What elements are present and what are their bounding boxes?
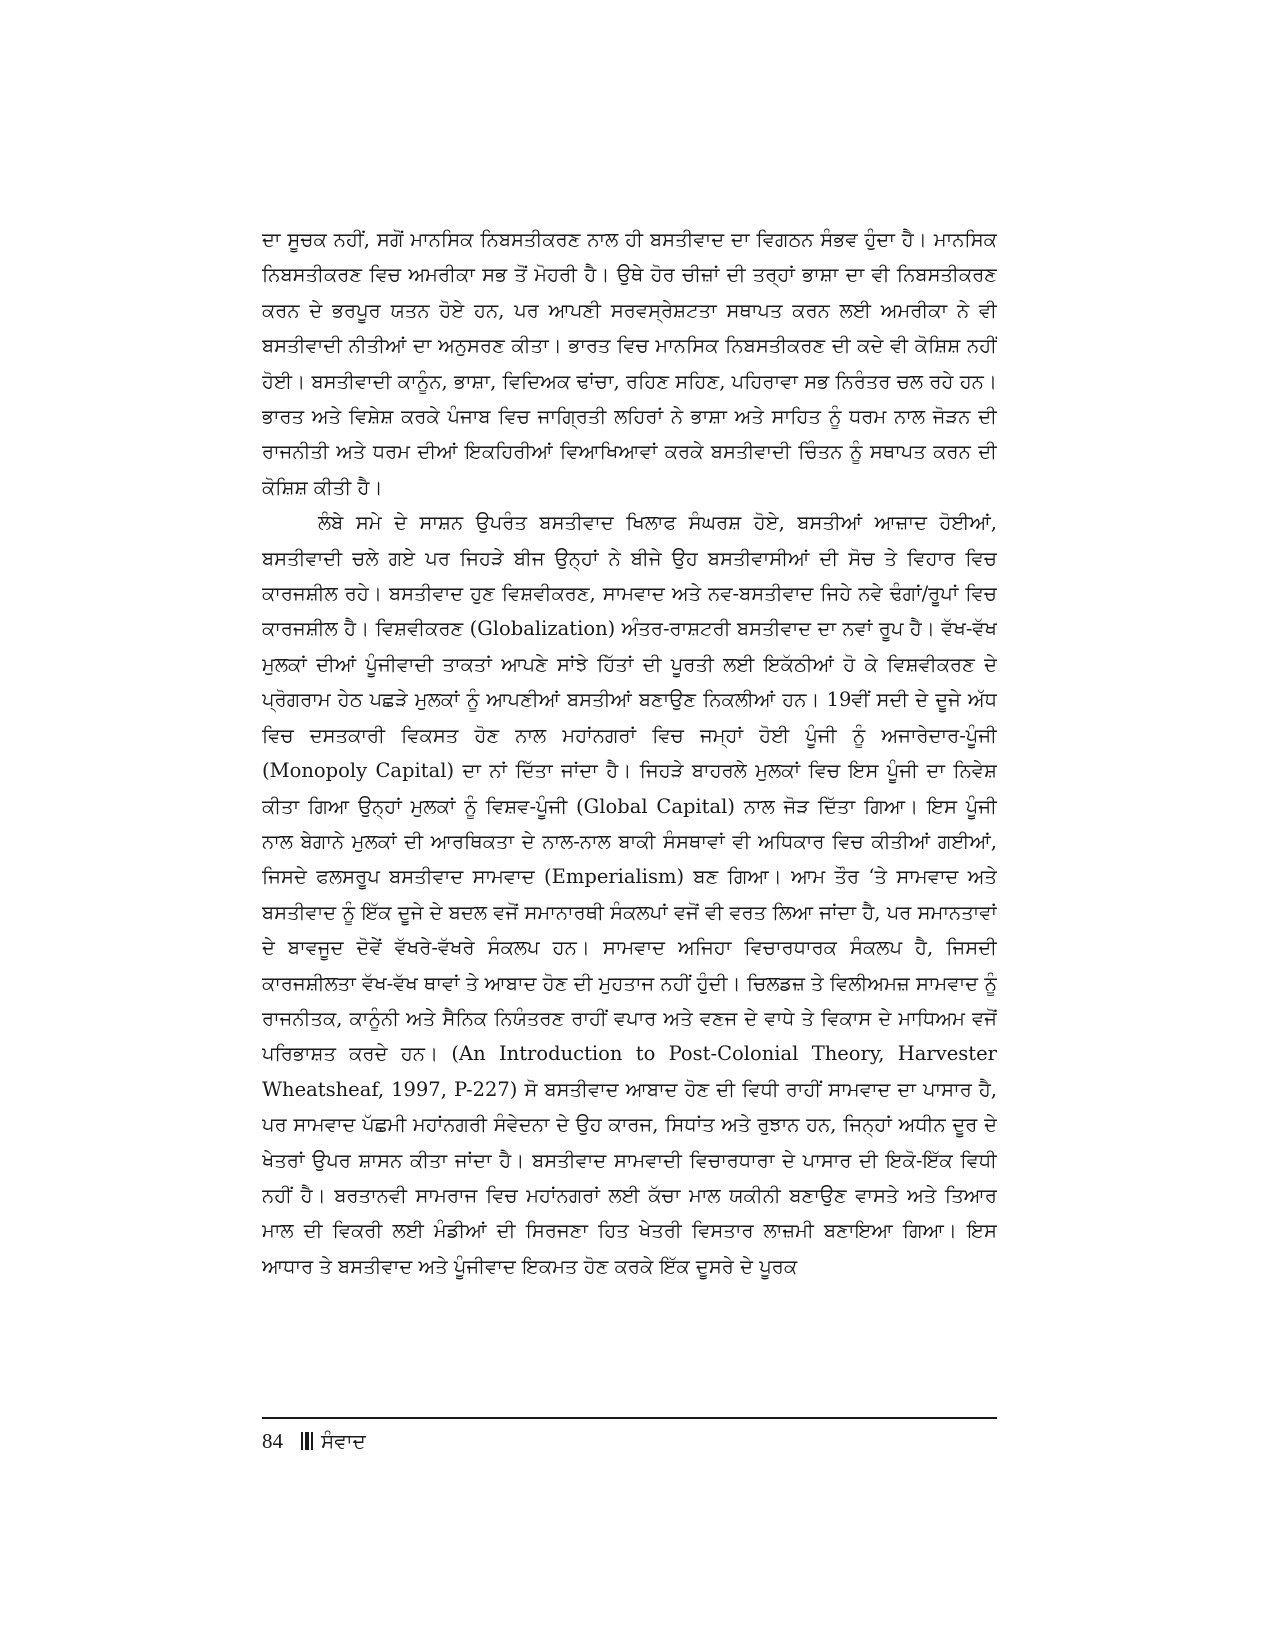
three-bars-icon xyxy=(301,1432,313,1450)
page-number: 84 xyxy=(262,1428,283,1453)
journal-name: ਸੰਵਾਦ xyxy=(321,1429,366,1453)
paragraph-main: ਲੰਬੇ ਸਮੇ ਦੇ ਸਾਸ਼ਨ ਉਪਰੰਤ ਬਸਤੀਵਾਦ ਖਿਲਾਫ ਸੰਘਰਸ਼ ਹੋਏ, ਬਸਤੀਆਂ ਆਜ਼ਾਦ ਹੋਈਆਂ, ਬਸਤੀਵਾਦੀ ਚਲੇ ਗਏ ਪਰ ਜਿਹੜੇ ਬੀਜ ਉਨ੍ਹਾਂ ਨੇ ਬੀਜੇ ਉਹ ਬਸਤੀਵਾਸੀਆਂ ਦੀ ਸੋਚ ਤੇ ਵਿਹਾਰ ਵਿਚ ਕਾਰਜਸ਼ੀਲ ਰਹੇ। ਬਸਤੀਵਾਦ ਹੁਣ ਵਿਸ਼ਵੀਕਰਣ, ਸਾਮਵਾਦ ਅਤੇ ਨਵ-ਬਸਤੀਵਾਦ ਜਿਹੇ ਨਵੇ ਢੰਗਾਂ/ਰੂਪਾਂ ਵਿਚ ਕਾਰਜਸ਼ੀਲ ਹੈ। ਵਿਸ਼ਵੀਕਰਣ (Globalization) ਅੰਤਰ-ਰਾਸ਼ਟਰੀ ਬਸਤੀਵਾਦ ਦਾ ਨਵਾਂ ਰੂਪ ਹੈ। ਵੱਖ-ਵੱਖ ਮੁਲਕਾਂ ਦੀਆਂ ਪੂੰਜੀਵਾਦੀ ਤਾਕਤਾਂ ਆਪਣੇ ਸਾਂਝੇ ਹਿੱਤਾਂ ਦੀ ਪੂਰਤੀ ਲਈ ਇਕੱਠੀਆਂ ਹੋ ਕੇ ਵਿਸ਼ਵੀਕਰਣ ਦੇ ਪ੍ਰੋਗਰਾਮ ਹੇਠ ਪਛੜੇ ਮੁਲਕਾਂ ਨੂੰ ਆਪਣੀਆਂ ਬਸਤੀਆਂ ਬਣਾਉਣ ਨਿਕਲੀਆਂ ਹਨ। 19ਵੀਂ ਸਦੀ ਦੇ ਦੂਜੇ ਅੱਧ ਵਿਚ ਦਸਤਕਾਰੀ ਵਿਕਸਤ ਹੋਣ ਨਾਲ ਮਹਾਂਨਗਰਾਂ ਵਿਚ ਜਮ੍ਹਾਂ ਹੋਈ ਪੂੰਜੀ ਨੂੰ ਅਜਾਰੇਦਾਰ-ਪੂੰਜੀ (Monopoly Capital) ਦਾ ਨਾਂ ਦਿੱਤਾ ਜਾਂਦਾ ਹੈ। ਜਿਹੜੇ ਬਾਹਰਲੇ ਮੁਲਕਾਂ ਵਿਚ ਇਸ ਪੂੰਜੀ ਦਾ ਨਿਵੇਸ਼ ਕੀਤਾ ਗਿਆ ਉਨ੍ਹਾਂ ਮੁਲਕਾਂ ਨੂੰ ਵਿਸ਼ਵ-ਪੂੰਜੀ (Global Capital) ਨਾਲ ਜੋੜ ਦਿੱਤਾ ਗਿਆ। ਇਸ ਪੂੰਜੀ ਨਾਲ ਬੇਗਾਨੇ ਮੁਲਕਾਂ ਦੀ ਆਰਥਿਕਤਾ ਦੇ ਨਾਲ-ਨਾਲ ਬਾਕੀ ਸੰਸਥਾਵਾਂ ਵੀ ਅਧਿਕਾਰ ਵਿਚ ਕੀਤੀਆਂ ਗਈਆਂ, ਜਿਸਦੇ ਫਲਸਰੂਪ ਬਸਤੀਵਾਦ ਸਾਮਵਾਦ (Emperialism) ਬਣ ਗਿਆ। ਆਮ ਤੌਰ ‘ਤੇ ਸਾਮਵਾਦ ਅਤੇ ਬਸਤੀਵਾਦ ਨੂੰ ਇੱਕ ਦੂਜੇ ਦੇ ਬਦਲ ਵਜੋਂ ਸਮਾਨਾਰਥੀ ਸੰਕਲਪਾਂ ਵਜੋਂ ਵੀ ਵਰਤ ਲਿਆ ਜਾਂਦਾ ਹੈ, ਪਰ ਸਮਾਨਤਾਵਾਂ ਦੇ ਬਾਵਜੂਦ ਦੋਵੇਂ ਵੱਖਰੇ-ਵੱਖਰੇ ਸੰਕਲਪ ਹਨ। ਸਾਮਵਾਦ ਅਜਿਹਾ ਵਿਚਾਰਧਾਰਕ ਸੰਕਲਪ ਹੈ, ਜਿਸਦੀ ਕਾਰਜਸ਼ੀਲਤਾ ਵੱਖ-ਵੱਖ ਥਾਵਾਂ ਤੇ ਆਬਾਦ ਹੋਣ ਦੀ ਮੁਹਤਾਜ ਨਹੀਂ ਹੁੰਦੀ। ਚਿਲਡਜ਼ ਤੇ ਵਿਲੀਅਮਜ਼ ਸਾਮਵਾਦ ਨੂੰ ਰਾਜਨੀਤਕ, ਕਾਨੂੰਨੀ ਅਤੇ ਸੈਨਿਕ ਨਿਯੰਤਰਣ ਰਾਹੀਂ ਵਪਾਰ ਅਤੇ ਵਣਜ ਦੇ ਵਾਧੇ ਤੇ ਵਿਕਾਸ ਦੇ ਮਾਧਿਅਮ ਵਜੋਂ ਪਰਿਭਾਸ਼ਤ ਕਰਦੇ ਹਨ। (An Introduction to Post-Colonial Theory, Harvester Wheatsheaf, 1997, P-227) ਸੋ ਬਸਤੀਵਾਦ ਆਬਾਦ ਹੋਣ ਦੀ ਵਿਧੀ ਰਾਹੀਂ ਸਾਮਵਾਦ ਦਾ ਪਾਸਾਰ ਹੈ, ਪਰ ਸਾਮਵਾਦ ਪੱਛਮੀ ਮਹਾਂਨਗਰੀ ਸੰਵੇਦਨਾ ਦੇ ਉਹ ਕਾਰਜ, ਸਿਧਾਂਤ ਅਤੇ ਰੁਝਾਨ ਹਨ, ਜਿਨ੍ਹਾਂ ਅਧੀਨ ਦੂਰ ਦੇ ਖੇਤਰਾਂ ਉਪਰ ਸ਼ਾਸਨ ਕੀਤਾ ਜਾਂਦਾ ਹੈ। ਬਸਤੀਵਾਦ ਸਾਮਵਾਦੀ ਵਿਚਾਰਧਾਰਾ ਦੇ ਪਾਸਾਰ ਦੀ ਇਕੋ-ਇੱਕ ਵਿਧੀ ਨਹੀਂ ਹੈ। ਬਰਤਾਨਵੀ ਸਾਮਰਾਜ ਵਿਚ ਮਹਾਂਨਗਰਾਂ ਲਈ ਕੱਚਾ ਮਾਲ ਯਕੀਨੀ ਬਣਾਉਣ ਵਾਸਤੇ ਅਤੇ ਤਿਆਰ ਮਾਲ ਦੀ ਵਿਕਰੀ ਲਈ ਮੰਡੀਆਂ ਦੀ ਸਿਰਜਣਾ ਹਿਤ ਖੇਤਰੀ ਵਿਸਤਾਰ ਲਾਜ਼ਮੀ ਬਣਾਇਆ ਗਿਆ। ਇਸ ਆਧਾਰ ਤੇ ਬਸਤੀਵਾਦ ਅਤੇ ਪੂੰਜੀਵਾਦ ਇਕਮਤ ਹੋਣ ਕਰਕੇ ਇੱਕ ਦੂਸਰੇ ਦੇ ਪੂਰਕ xyxy=(262,511,997,1278)
body-text xyxy=(262,222,997,1382)
paragraph-continued: ਦਾ ਸੂਚਕ ਨਹੀਂ, ਸਗੋਂ ਮਾਨਸਿਕ ਨਿਬਸਤੀਕਰਣ ਨਾਲ ਹੀ ਬਸਤੀਵਾਦ ਦਾ ਵਿਗਠਨ ਸੰਭਵ ਹੁੰਦਾ ਹੈ। ਮਾਨਸਿਕ ਨਿਬਸਤੀਕਰਣ ਵਿਚ ਅਮਰੀਕਾ ਸਭ ਤੋਂ ਮੋਹਰੀ ਹੈ। ਉਥੇ ਹੋਰ ਚੀਜ਼ਾਂ ਦੀ ਤਰ੍ਹਾਂ ਭਾਸ਼ਾ ਦਾ ਵੀ ਨਿਬਸਤੀਕਰਣ ਕਰਨ ਦੇ ਭਰਪੂਰ ਯਤਨ ਹੋਏ ਹਨ, ਪਰ ਆਪਣੀ ਸਰਵਸ੍ਰੇਸ਼ਟਤਾ ਸਥਾਪਤ ਕਰਨ ਲਈ ਅਮਰੀਕਾ ਨੇ ਵੀ ਬਸਤੀਵਾਦੀ ਨੀਤੀਆਂ ਦਾ ਅਨੁਸਰਣ ਕੀਤਾ। ਭਾਰਤ ਵਿਚ ਮਾਨਸਿਕ ਨਿਬਸਤੀਕਰਣ ਦੀ ਕਦੇ ਵੀ ਕੋਸ਼ਿਸ਼ ਨਹੀਂ ਹੋਈ। ਬਸਤੀਵਾਦੀ ਕਾਨੂੰਨ, ਭਾਸ਼ਾ, ਵਿਦਿਅਕ ਢਾਂਚਾ, ਰਹਿਣ ਸਹਿਣ, ਪਹਿਰਾਵਾ ਸਭ ਨਿਰੰਤਰ ਚਲ ਰਹੇ ਹਨ। ਭਾਰਤ ਅਤੇ ਵਿਸ਼ੇਸ਼ ਕਰਕੇ ਪੰਜਾਬ ਵਿਚ ਜਾਗ੍ਰਿਤੀ ਲਹਿਰਾਂ ਨੇ ਭਾਸ਼ਾ ਅਤੇ ਸਾਹਿਤ ਨੂੰ ਧਰਮ ਨਾਲ ਜੋੜਨ ਦੀ ਰਾਜਨੀਤੀ ਅਤੇ ਧਰਮ ਦੀਆਂ ਇਕਹਿਰੀਆਂ ਵਿਆਖਿਆਵਾਂ ਕਰਕੇ ਬਸਤੀਵਾਦੀ ਚਿੰਤਨ ਨੂੰ ਸਥਾਪਤ ਕਰਨ ਦੀ ਕੋਸ਼ਿਸ਼ ਕੀਤੀ ਹੈ। xyxy=(262,228,997,499)
footer-rule xyxy=(262,1417,997,1419)
page-footer xyxy=(262,1424,366,1458)
